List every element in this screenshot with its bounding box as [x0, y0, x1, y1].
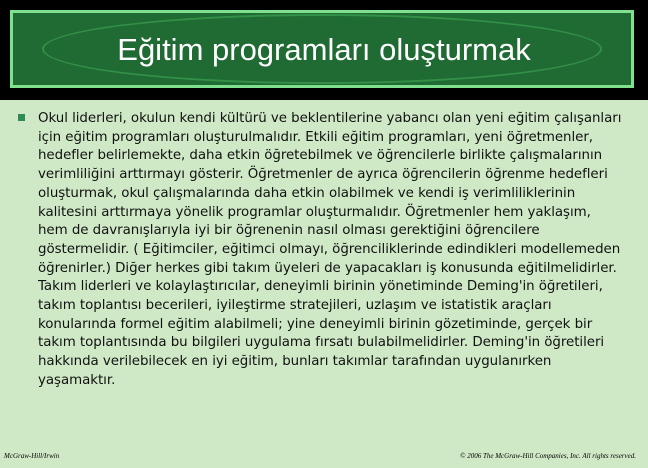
title-band: [0, 0, 648, 100]
footer-copyright: © 2006 The McGraw-Hill Companies, Inc. All rights reserved.: [460, 452, 636, 460]
slide-title: Eğitim programları oluşturmak: [117, 32, 531, 67]
bullet-square-icon: [18, 114, 25, 121]
slide-content: [14, 110, 624, 391]
body-paragraph: Okul liderleri, okulun kendi kültürü ve beklentilerine yabancı olan yeni eğitim çalışanları için eğitim programları oluşturulmalıdır. Etkili eğitim programları, yeni öğretmenler, hedefler belirlemekte, daha etkin öğretebilmek ve öğrencilerle birlikte çalışmalarının verimliliğini arttırmayı gösterir. Öğretmenler de ayrıca öğrencilerin öğrenme hedefleri oluşturmak, okul çalışmalarında daha etkin olabilmek ve kendi iş verimliliklerinin kalitesini arttırmaya yönelik programlar oluşturmalıdır. Öğretmenler hem yaklaşım, hem de davranışlarıyla iyi bir öğrenenin nasıl olması gerektiğini öğrencilere göstermelidir. ( Eğitimciler, eğitimci olmayı, öğrenciliklerinde edindikleri modellemeden öğrenirler.) Diğer herkes gibi takım üyeleri de yapacakları iş konusunda eğitilmelidirler. Takım liderleri ve kolaylaştırıcılar, deneyimli birinin yönetiminde Deming'in öğretileri, takım toplantısı becerileri, iyileştirme stratejileri, uzlaşım ve istatistik araçları konularında formel eğitim alabilmeli; yine deneyimli birinin gözetiminde, gerçek bir takım toplantısında bu bilgileri uygulama fırsatı bulabilmelidirler. Deming'in öğretileri hakkında verilebilecek en iyi eğitim, bunları takımlar tarafından uygulanırken yaşamaktır.: [38, 111, 622, 388]
footer-publisher: McGraw-Hill/Irwin: [4, 452, 60, 460]
